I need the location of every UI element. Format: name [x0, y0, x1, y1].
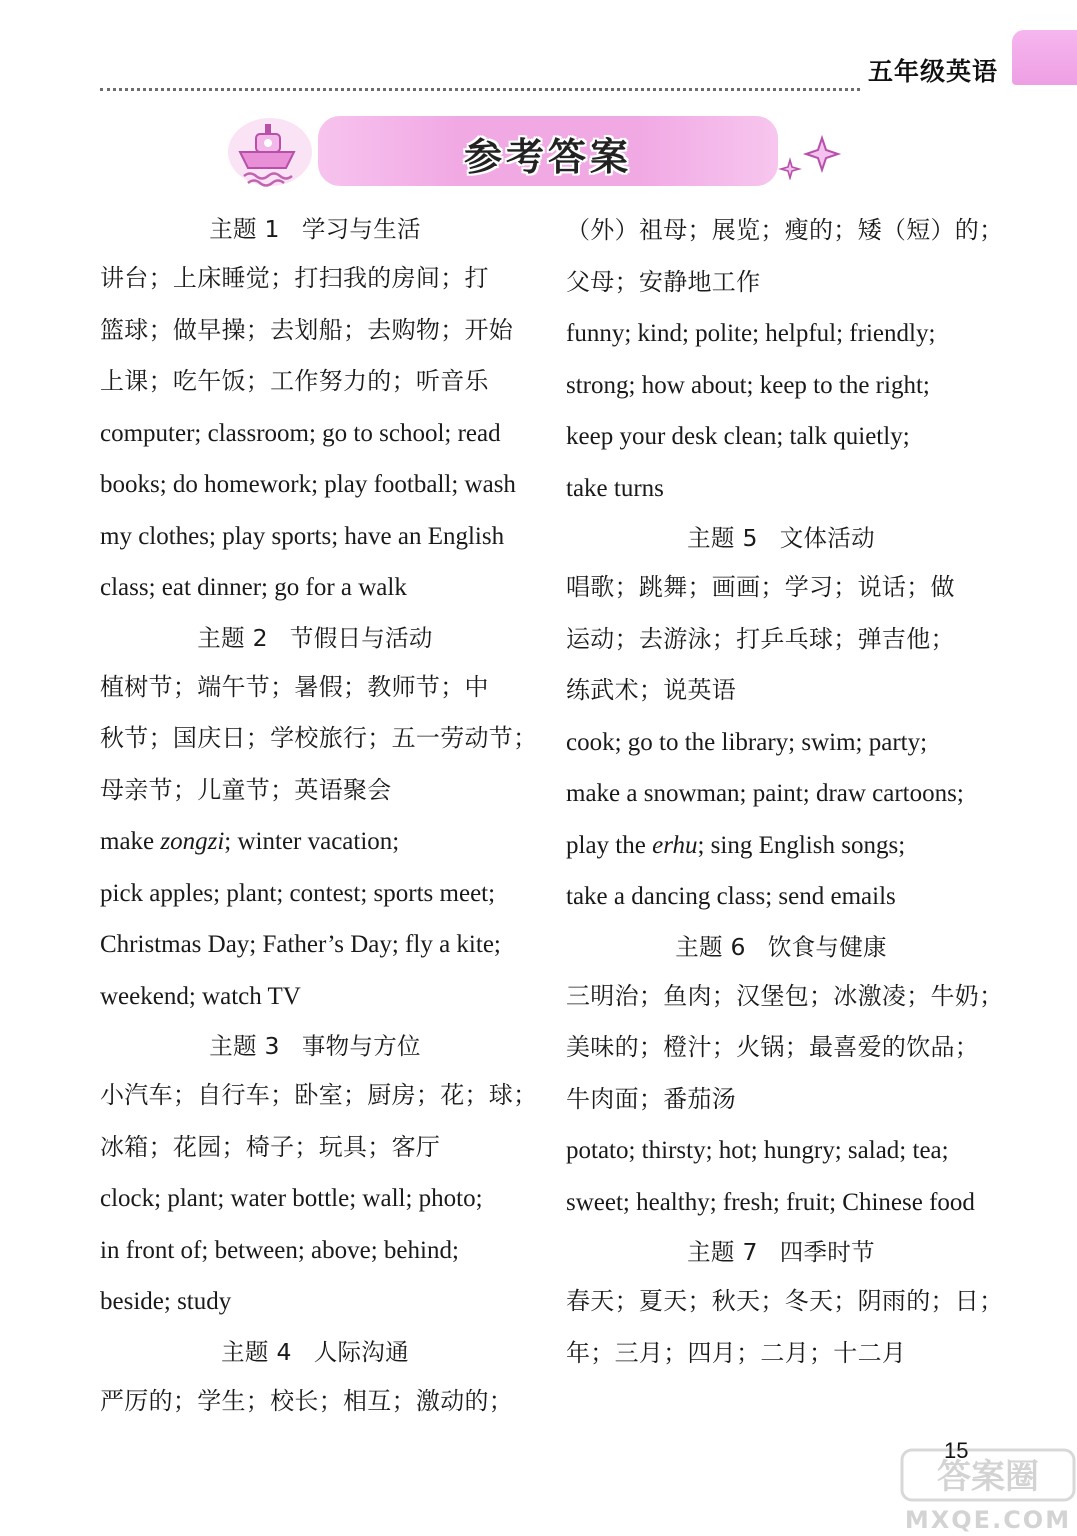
topic-heading [566, 514, 996, 562]
page-number: 15 [944, 1438, 969, 1463]
banner-title: 参考答案 [463, 135, 632, 179]
svg-text:MXQE.COM: MXQE.COM [904, 1506, 1072, 1534]
answer-line: books; do homework; play football; wash [100, 471, 516, 498]
answer-line [566, 820, 996, 872]
topic-number: 主题 5 [687, 524, 758, 552]
answer-line: take a dancing class; send emails [566, 883, 896, 910]
header-tab-decoration [1012, 30, 1077, 85]
answer-line: 三明治；鱼肉；汉堡包；冰激凌；牛奶； [566, 981, 1004, 1010]
answer-line: funny; kind; polite; helpful; friendly; [566, 320, 936, 347]
topic-number: 主题 1 [209, 215, 280, 243]
answer-line: weekend; watch TV [100, 982, 301, 1010]
answer-line: 父母；安静地工作 [566, 267, 761, 296]
topic-title: 事物与方位 [301, 1032, 421, 1060]
answer-line: strong; how about; keep to the right; [566, 371, 930, 399]
answer-banner [318, 116, 778, 186]
right-column [566, 205, 1004, 1379]
answer-line: in front of; between; above; behind; [100, 1236, 459, 1264]
topic-title: 四季时节 [779, 1238, 875, 1266]
answer-line: 讲台；上床睡觉；打扫我的房间；打 [100, 264, 489, 292]
answer-line: 牛肉面；番茄汤 [566, 1084, 737, 1113]
answer-line: potato; thirsty; hot; hungry; salad; tea; [566, 1137, 949, 1164]
answer-line: 春天；夏天；秋天；冬天；阴雨的；日； [566, 1287, 1004, 1315]
answer-line: take turns [566, 474, 664, 502]
answer-line: keep your desk clean; talk quietly; [566, 423, 910, 450]
topic-title: 饮食与健康 [767, 932, 887, 961]
topic-heading [100, 1022, 530, 1070]
answer-line: pick apples; plant; contest; sports meet; [100, 879, 496, 907]
text-run: make [100, 828, 161, 855]
answer-line: 母亲节；儿童节；英语聚会 [100, 775, 392, 804]
book-title: 五年级英语 [868, 57, 999, 86]
topic-number: 主题 3 [209, 1032, 280, 1060]
boat-icon [222, 112, 312, 192]
answer-line: my clothes; play sports; have an English [100, 522, 505, 550]
answer-line: computer; classroom; go to school; read [100, 419, 501, 447]
answer-line: 上课；吃午饭；工作努力的；听音乐 [100, 367, 489, 395]
answer-line: 冰箱；花园；椅子；玩具；客厅 [100, 1132, 441, 1161]
watermark-logo [900, 1448, 1076, 1534]
answer-line: 美味的；橙汁；火锅；最喜爱的饮品； [566, 1033, 980, 1061]
topic-number: 主题 6 [675, 932, 746, 961]
answer-line: clock; plant; water bottle; wall; photo; [100, 1185, 483, 1212]
answer-line [100, 816, 530, 868]
text-run: play the [566, 831, 653, 859]
topic-number: 主题 7 [687, 1238, 758, 1266]
left-column [100, 205, 538, 1427]
svg-text:答案圈: 答案圈 [937, 1457, 1039, 1497]
text-run: ; sing English songs; [697, 831, 906, 859]
answer-line: cook; go to the library; swim; party; [566, 728, 928, 756]
answer-line: 练武术；说英语 [566, 676, 737, 704]
italic-word: zongzi [160, 828, 225, 855]
topic-number: 主题 4 [221, 1337, 292, 1366]
topic-number: 主题 2 [197, 623, 268, 652]
topic-heading [100, 1328, 530, 1376]
answer-line: 年；三月；四月；二月；十二月 [566, 1338, 907, 1367]
answer-line: sweet; healthy; fresh; fruit; Chinese food [566, 1188, 975, 1216]
answer-line: 运动；去游泳；打乒乓球；弹吉他； [566, 624, 955, 653]
topic-title: 人际沟通 [313, 1337, 409, 1366]
answer-line: 小汽车；自行车；卧室；厨房；花；球； [100, 1081, 538, 1109]
topic-heading [566, 1228, 996, 1276]
answer-line: 严厉的；学生；校长；相互；激动的； [100, 1386, 514, 1415]
italic-word: erhu [652, 831, 698, 859]
topic-title: 学习与生活 [301, 215, 421, 243]
topic-heading [566, 923, 996, 971]
sparkle-icon [778, 134, 842, 180]
topic-title: 节假日与活动 [289, 623, 433, 652]
answer-line: 唱歌；跳舞；画画；学习；说话；做 [566, 573, 955, 601]
topic-heading [100, 205, 530, 253]
answer-line: make a snowman; paint; draw cartoons; [566, 780, 964, 807]
answer-line: 植树节；端午节；暑假；教师节；中 [100, 672, 489, 701]
answer-line: 秋节；国庆日；学校旅行；五一劳动节； [100, 724, 538, 752]
topic-heading [100, 614, 530, 662]
answer-line: class; eat dinner; go for a walk [100, 574, 407, 601]
answer-line: （外）祖母；展览；瘦的；矮（短）的； [566, 216, 1004, 244]
answer-line: beside; study [100, 1288, 232, 1315]
answer-line: 篮球；做早操；去划船；去购物；开始 [100, 315, 514, 344]
text-run: ; winter vacation; [224, 828, 400, 855]
answer-line: Christmas Day; Father’s Day; fly a kite; [100, 931, 501, 958]
topic-title: 文体活动 [779, 524, 875, 552]
header-dotted-rule [100, 58, 860, 91]
